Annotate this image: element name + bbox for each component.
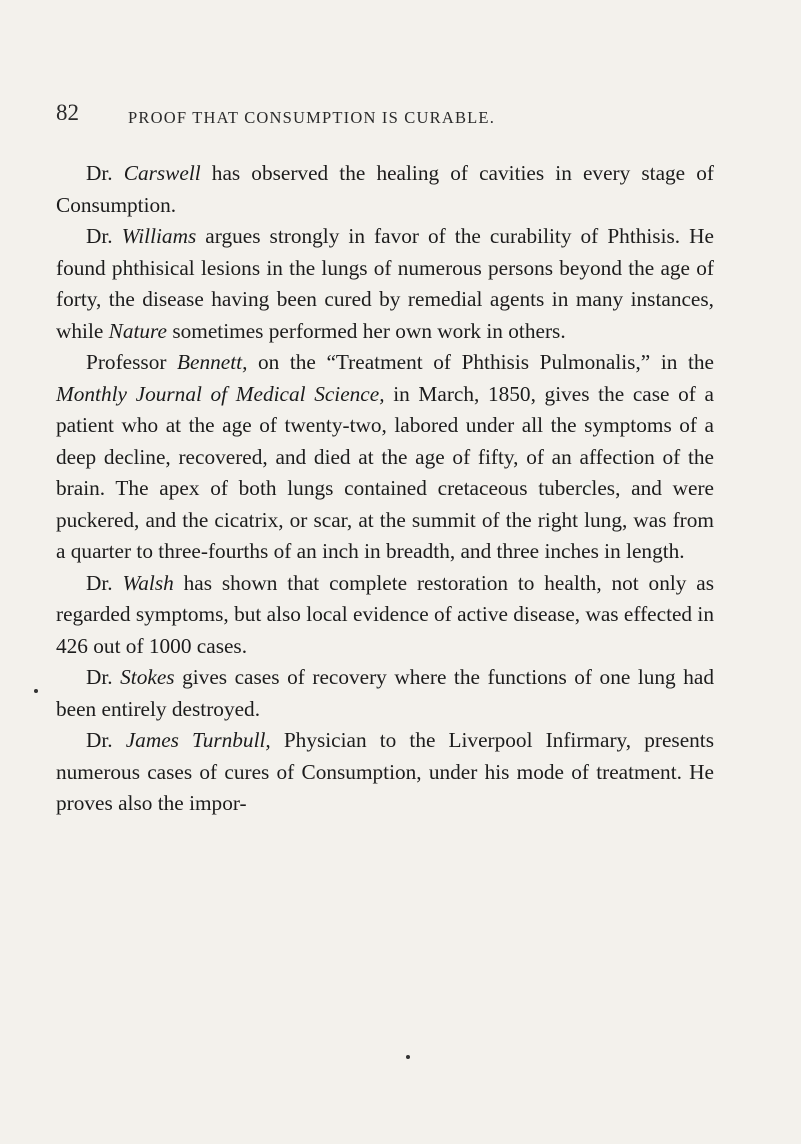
text-run: Dr. [86,161,124,185]
paragraph-williams [56,221,714,347]
text-run: Dr. [86,224,122,248]
physician-name: Williams [121,224,197,248]
page-number: 82 [56,100,79,125]
physician-name: Bennett, [177,350,248,374]
text-run: Dr. [86,570,123,595]
text-run: has shown that complete restoration to health, not only as regarded symptoms, but also local evidence of active disease, was effected in 426 out of 1000 cases. [56,570,714,658]
text-run: Physician to the Liverpool Infirmary, presents numerous cases of cures of Consumption, under his mode of treatment. He proves also the impor- [56,728,714,815]
stray-ink-mark [406,1055,410,1059]
paragraph-turnbull [56,725,714,820]
emphasis-nature: Nature [108,318,168,343]
paragraph-walsh [56,568,714,663]
stray-ink-mark [34,689,38,693]
physician-name: Walsh [122,570,174,595]
paragraph-carswell [56,158,714,221]
text-run: in March, 1850, gives the case of a patient who at the age of twenty-two, labored under all the symptoms of a deep decline, recovered, and died at the age of fifty, of an affection of the brain. The apex of both lungs contained cretaceous tubercles, and were puckered, and the cicatrix, or scar, at the summit of the right lung, was from a quarter to three-fourths of an inch in breadth, and three inches in length. [56,381,714,563]
text-run: on the “Treatment of Phthisis Pulmonalis,” in the [247,350,714,374]
text-run: Dr. [86,728,126,752]
journal-title: Monthly Journal of Medical Science, [56,381,385,406]
body-text [56,158,714,820]
physician-name: James Turnbull, [125,728,271,752]
text-run: Professor [86,350,178,374]
text-run: sometimes performed her own work in others. [167,318,566,343]
paragraph-stokes [56,662,714,725]
text-run: has observed the healing of cavities in every stage of Consumption. [56,161,714,217]
paragraph-bennett [56,347,714,568]
text-run: argues strongly in favor of the curability of Phthisis. He found phthisical lesions in the lungs of numerous persons beyond the age of forty, the disease having been cured by remedial agents in many instances, while [56,224,715,343]
physician-name: Stokes [120,665,175,689]
page-header [56,100,746,130]
physician-name: Carswell [123,161,201,185]
text-run: Dr. [86,665,121,689]
text-run: gives cases of recovery where the functions of one lung had been entirely destroyed. [56,665,714,721]
running-title: PROOF THAT CONSUMPTION IS CURABLE. [128,108,496,127]
